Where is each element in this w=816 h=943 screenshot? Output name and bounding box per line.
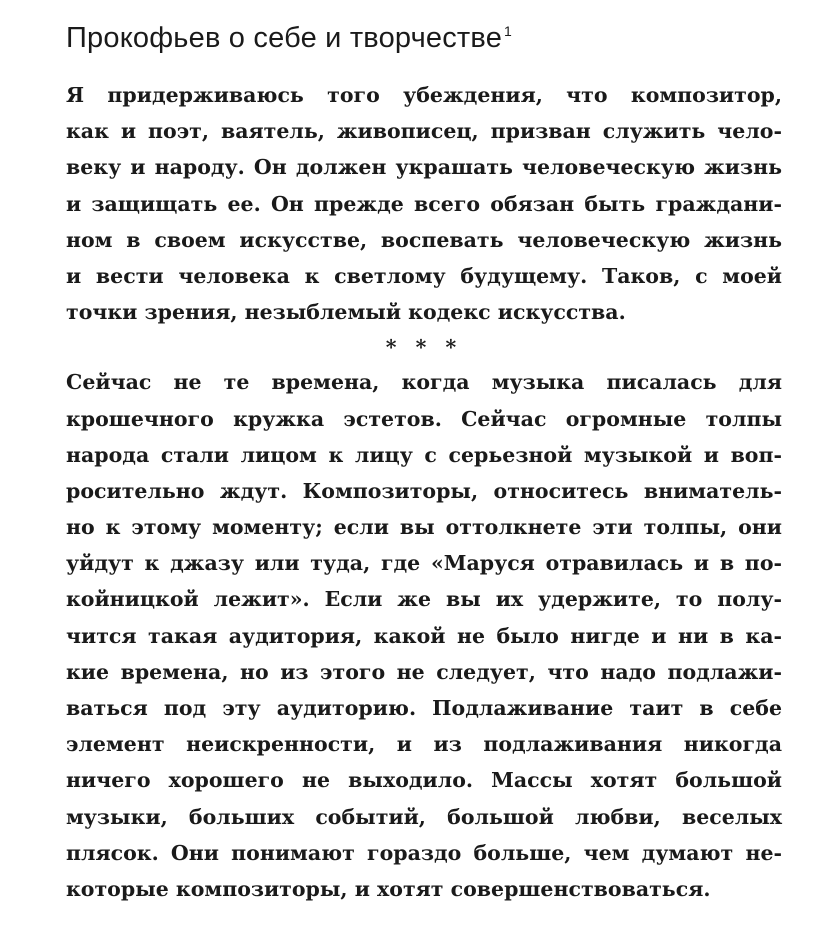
text-line: которые композиторы, и хотят совершенствоваться. [66,876,711,901]
text-line: плясок. Они понимают гораздо больше, чем думают не- [66,840,782,865]
text-line: но к этому моменту; если вы оттолкнете эти толпы, они [66,515,782,540]
text-line: ном в своем искусстве, воспевать человеческую жизнь [66,227,782,252]
text-line: ничего хорошего не выходило. Массы хотят большой [66,768,782,793]
text-line: крошечного кружка эстетов. Сейчас огромные толпы [66,406,782,431]
text-line: точки зрения, незыблемый кодекс искусства. [66,300,626,325]
text-line: музыки, больших событий, большой любви, веселых [66,804,782,829]
text-line: элемент неискренности, и из подлаживания никогда [66,732,782,757]
text-line: веку и народу. Он должен украшать человеческую жизнь [66,155,782,180]
text-line: Сейчас не те времена, когда музыка писалась для [66,370,782,395]
text-line: и вести человека к светлому будущему. Таков, с моей [66,263,782,288]
text-line: койницкой лежит». Если же вы их удержите, то полу- [66,587,782,612]
text-line: чится такая аудитория, какой не было нигде и ни в ка- [66,623,782,648]
text-line: ваться под эту аудиторию. Подлаживание таит в себе [66,696,782,720]
document-page [66,22,782,907]
text-line: уйдут к джазу или туда, где «Маруся отравилась и в по- [66,551,782,576]
text-line: народа стали лицом к лицу с серьезной музыкой и воп- [66,442,782,467]
paragraph-1 [66,77,782,330]
page-title [66,22,782,55]
text-line: как и поэт, ваятель, живописец, призван служить чело- [66,119,782,144]
text-line: Я придерживаюсь того убеждения, что композитор, [66,83,782,107]
paragraph-2 [66,364,782,907]
text-line: кие времена, но из этого не следует, что надо подлажи- [66,659,782,684]
text-line: росительно ждут. Композиторы, относитесь вниматель- [66,478,782,503]
title-footnote-marker: 1 [504,23,513,40]
section-separator: * * * [385,335,463,360]
text-line: и защищать ее. Он прежде всего обязан быть граждани- [66,191,782,216]
title-text: Прокофьев о себе и творчестве [66,22,503,54]
